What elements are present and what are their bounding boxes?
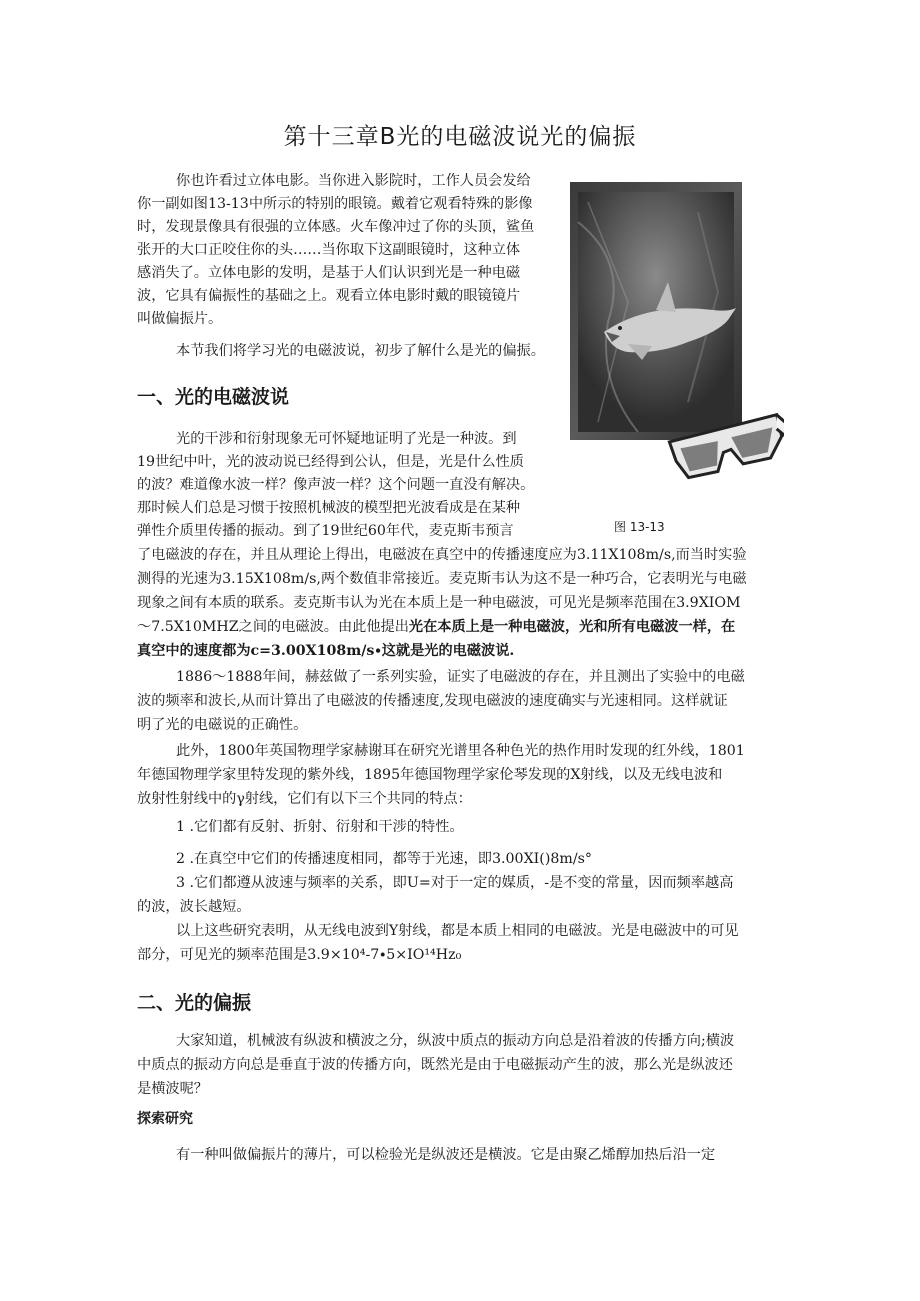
list-item-3-cont: 的波，波长越短。 xyxy=(137,899,251,915)
text-line: 波的频率和波长,从而计算出了电磁波的传播速度,发现电磁波的速度确实与光速相同。这样就证 xyxy=(137,693,728,709)
text-line: 年德国物理学家里特发现的紫外线，1895年德国物理学家伦琴发现的X射线，以及无线电波和 xyxy=(137,767,723,783)
text-line: 你也许看过立体电影。当你进入影院时，工作人员会发给 xyxy=(176,173,531,189)
section-heading-1: 一、光的电磁波说 xyxy=(137,386,290,408)
section-heading-2: 二、光的偏振 xyxy=(137,992,252,1014)
list-item-3: 3 .它们都遵从波速与频率的关系，即U=对于一定的媒质，-是不变的常量，因而频率越高 xyxy=(176,875,734,891)
text-line: 的波？难道像水波一样？像声波一样？这个问题一直没有解决。 xyxy=(137,477,535,493)
text-line: 本节我们将学习光的电磁波说，初步了解什么是光的偏振。 xyxy=(176,343,545,359)
text-line: 放射性射线中的γ射线，它们有以下三个共同的特点： xyxy=(137,791,472,807)
text-line: 中质点的振动方向总是垂直于波的传播方向，既然光是由于电磁振动产生的波，那么光是纵波还 xyxy=(137,1057,733,1073)
text-line: 部分，可见光的频率范围是3.9×10⁴-7∙5×IO¹⁴Hz₀ xyxy=(137,947,462,963)
text-span: ～7.5X10MHZ之间的电磁波。由此他提出 xyxy=(137,619,409,635)
text-line: 1886～1888年间，赫兹做了一系列实验，证实了电磁波的存在，并且测出了实验中的电磁 xyxy=(176,669,745,685)
text-line: 叫做偏振片。 xyxy=(137,311,223,327)
text-line: 是横波呢？ xyxy=(137,1081,208,1097)
text-line xyxy=(137,616,735,639)
text-line: 张开的大口正咬住你的头……当你取下这副眼镜时，这种立体 xyxy=(137,242,521,258)
figure-caption: 图 13-13 xyxy=(614,520,665,534)
text-line: 时，发现景像具有很强的立体感。火车像冲过了你的头顶，鲨鱼 xyxy=(137,219,535,235)
text-line: 以上这些研究表明，从无线电波到Y射线，都是本质上相同的电磁波。光是电磁波中的可见 xyxy=(176,923,739,939)
text-line: 光的干涉和衍射现象无可怀疑地证明了光是一种波。到 xyxy=(176,431,517,447)
text-line: 波，它具有偏振性的基础之上。观看立体电影时戴的眼镜镜片 xyxy=(137,288,521,304)
text-line: 感消失了。立体电影的发明，是基于人们认识到光是一种电磁 xyxy=(137,265,521,281)
text-line: 那时候人们总是习惯于按照机械波的模型把光波看成是在某种 xyxy=(137,500,521,516)
text-line: 此外，1800年英国物理学家赫谢耳在研究光谱里各种色光的热作用时发现的红外线，1801 xyxy=(176,743,745,759)
bold-text: 光在本质上是一种电磁波，光和所有电磁波一样，在 xyxy=(408,619,736,635)
page-title: 第十三章B光的电磁波说光的偏振 xyxy=(283,124,637,150)
list-item-2: 2 .在真空中它们的传播速度相同，都等于光速，即3.00XI()8m∕s° xyxy=(176,851,592,867)
text-line: 明了光的电磁说的正确性。 xyxy=(137,717,308,733)
subheading-explore: 探索研究 xyxy=(137,1111,193,1127)
text-line: 测得的光速为3.15X108m∕s,两个数值非常接近。麦克斯韦认为这不是一种巧合，它表明光与电磁 xyxy=(137,571,747,587)
figure-3d-movie xyxy=(568,182,784,512)
text-line: 大家知道，机械波有纵波和横波之分，纵波中质点的振动方向总是沿着波的传播方向;横波 xyxy=(176,1033,735,1049)
list-item-1: 1 .它们都有反射、折射、衍射和干涉的特性。 xyxy=(176,819,464,835)
text-line: 弹性介质里传播的振动。到了19世纪60年代，麦克斯韦预言 xyxy=(137,523,514,539)
text-line: 有一种叫做偏振片的薄片，可以检验光是纵波还是横波。它是由聚乙烯醇加热后沿一定 xyxy=(176,1147,716,1163)
shark-3d-movie-icon xyxy=(568,182,784,512)
bold-text-line: 真空中的速度都为c=3.00X108m∕s∙这就是光的电磁波说. xyxy=(137,643,515,659)
text-line: 了电磁波的存在，并且从理论上得出，电磁波在真空中的传播速度应为3.11X108m∕s,而当时实验 xyxy=(137,547,747,563)
text-line: 你一副如图13-13中所示的特别的眼镜。戴着它观看特殊的影像 xyxy=(137,196,533,212)
text-line: 现象之间有本质的联系。麦克斯韦认为光在本质上是一种电磁波，可见光是频率范围在3.9XIOM xyxy=(137,595,741,611)
text-line: 19世纪中叶，光的波动说已经得到公认，但是，光是什么性质 xyxy=(137,454,524,470)
